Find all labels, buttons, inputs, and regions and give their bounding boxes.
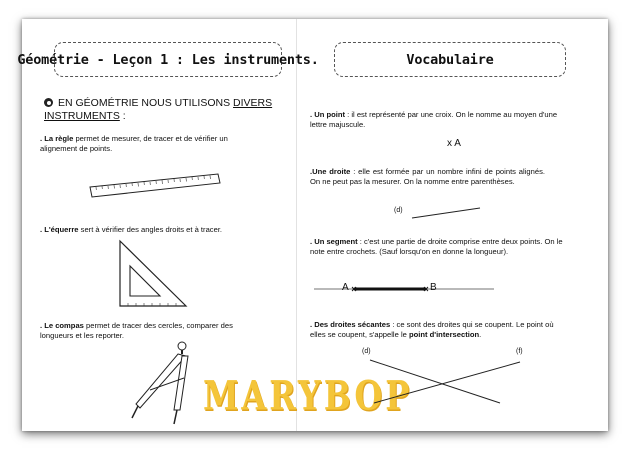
secantes-paragraph: . Des droites sécantes : ce sont des droites qui se coupent. Le point où elles se coupent, s'appelle le point d'intersection.: [310, 320, 554, 340]
compass-icon: [130, 338, 202, 426]
segment-point-b: B: [430, 282, 437, 293]
secantes-figure: [368, 358, 528, 408]
set-square-icon: [118, 238, 190, 310]
secante-label-f: (f): [516, 348, 523, 355]
equerre-paragraph: . L'équerre sert à vérifier des angles droits et à tracer.: [40, 225, 223, 234]
right-title: Vocabulaire: [406, 51, 494, 68]
segment-point-a: A: [342, 282, 349, 293]
left-title-box: [17, 42, 319, 77]
segment-paragraph: . Un segment : c'est une partie de droite comprise entre deux points. On le note entre crochets. (Sauf lorsqu'on en donne la longueur).: [310, 237, 563, 257]
left-title: Géométrie - Leçon 1 : Les instruments.: [17, 51, 319, 68]
right-title-box: [334, 42, 566, 77]
regle-paragraph: . La règle permet de mesurer, de tracer et de vérifier un alignement de points.: [40, 134, 228, 154]
intro-text: EN GÉOMÉTRIE NOUS UTILISONS DIVERS INSTRUMENTS :: [44, 97, 273, 122]
page-fold: [296, 19, 297, 431]
compas-paragraph: . Le compas permet de tracer des cercles, comparer des longueurs et les reporter.: [40, 321, 233, 341]
secante-label-d: (d): [362, 348, 371, 355]
droite-paragraph: .Une droite : elle est formée par un nombre infini de points alignés. On ne peut pas la mesurer. On la nomme entre parenthèses.: [310, 167, 545, 187]
marybop-watermark: MARYBOP: [203, 372, 413, 420]
point-paragraph: . Un point : il est représenté par une croix. On le nomme au moyen d'une lettre majuscule.: [310, 110, 558, 130]
bullet-icon: [44, 98, 53, 107]
ruler-icon: [88, 172, 223, 200]
point-a-mark: x A: [447, 138, 461, 149]
droite-line: [410, 205, 482, 221]
droite-label: (d): [394, 207, 403, 214]
